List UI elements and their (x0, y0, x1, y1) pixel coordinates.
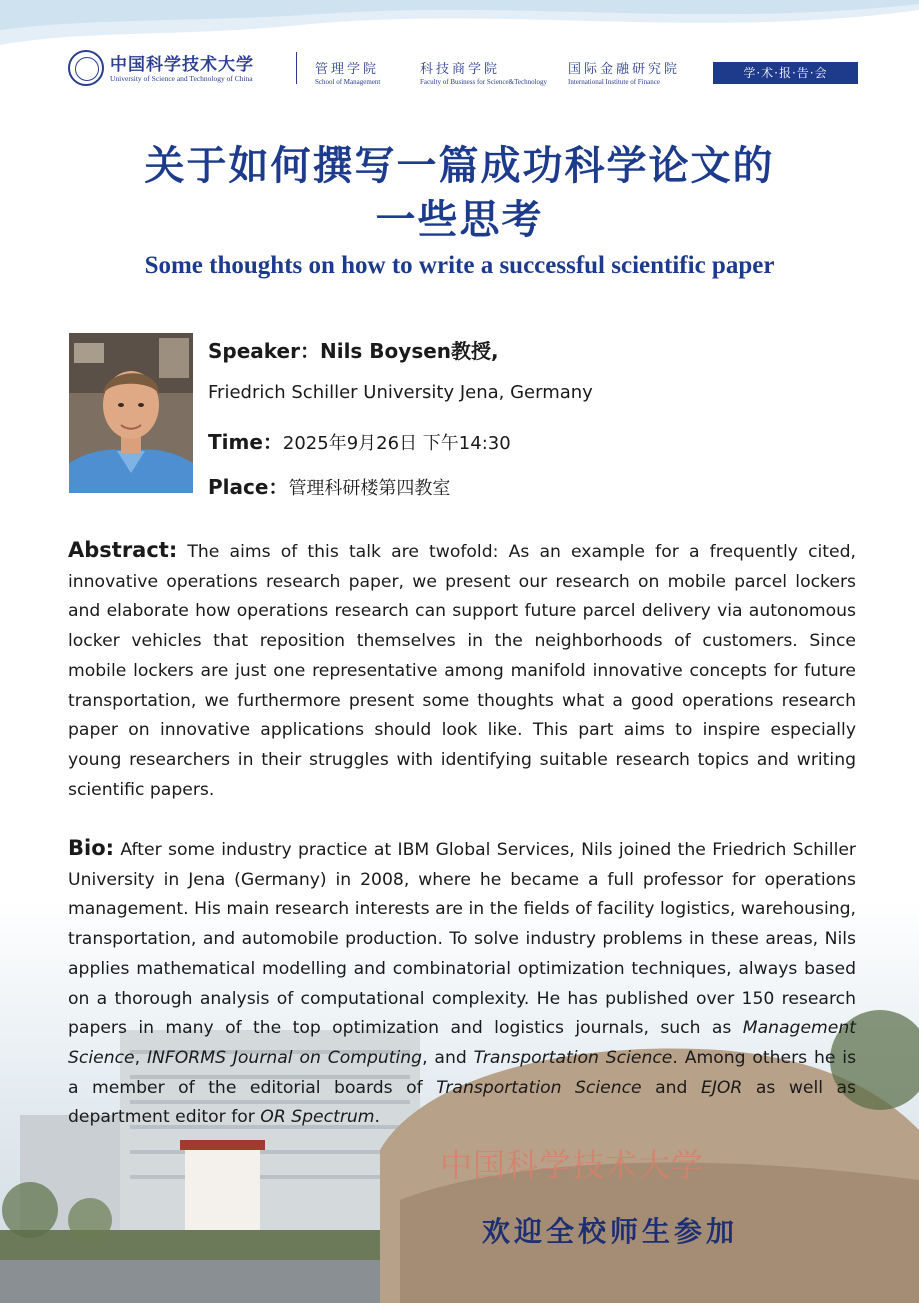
abstract-section (68, 536, 856, 805)
speaker-photo (69, 333, 193, 493)
rock-inscription: 中国科学技术大学 (440, 1146, 705, 1184)
institute-finance: 国际金融研究院 International Institute of Finance (568, 62, 681, 86)
speaker-label: Speaker： (208, 339, 320, 363)
place-label: Place： (208, 475, 289, 499)
journal-name: Transportation Science (473, 1047, 673, 1068)
abstract-heading: Abstract: (68, 538, 178, 562)
time-line (208, 426, 511, 455)
title-cn-line2: 一些思考 (375, 196, 544, 243)
speaker-affiliation: Friedrich Schiller University Jena, Germany (208, 382, 593, 403)
title-en: Some thoughts on how to write a successful scientific paper (144, 252, 775, 279)
bio-text-sep: as well as department editor for (68, 1077, 856, 1128)
university-name-cn: 中国科学技术大学 (110, 55, 254, 75)
invitation-text: 欢迎全校师生参加 (482, 1215, 739, 1248)
bio-heading: Bio: (68, 836, 115, 860)
school-business-tech: 科技商学院 Faculty of Business for Science&Technology (420, 62, 548, 86)
journal-name: Transportation Science (436, 1077, 642, 1098)
header-bar (68, 48, 858, 88)
place-value: 管理科研楼第四教室 (288, 478, 451, 499)
journal-name: OR Spectrum (260, 1107, 375, 1128)
time-label: Time： (208, 430, 283, 454)
bio-text-sep: . (374, 1107, 380, 1128)
bio-text-sep: and (641, 1077, 701, 1098)
journal-name: INFORMS Journal on Computing (146, 1047, 423, 1068)
place-line (208, 471, 450, 500)
bio-text-sep: , and (422, 1047, 474, 1068)
abstract-text: The aims of this talk are twofold: As an example for a frequently cited, innovative operations research paper, we present our research on mobile parcel lockers and elaborate how operations research can support future parcel delivery via autonomous locker vehicles that reposition themselves in the neighborhoods of customers. Since mobile lockers are just one representative among manifold innovative concepts for future transportation, we furthermore present some thoughts what a good operations research paper on innovative applications should look like. This part aims to inspire especially young researchers in their struggles with identifying suitable research topics and writing scientific papers. (68, 542, 856, 800)
title-cn-line1: 关于如何撰写一篇成功科学论文的 (144, 142, 775, 189)
bio-text: After some industry practice at IBM Global Services, Nils joined the Friedrich Schiller University in Jena (Germany) in 2008, where he became a full professor for operations management. His main research interests are in the fields of facility logistics, warehousing, transportation, and automobile production. To solve industry problems in these areas, Nils applies mathematical modelling and combinatorial optimization techniques, always based on a thorough analysis of computational complexity. He has published over 150 research papers in many of the top optimization and logistics journals, such as (68, 840, 856, 1039)
header-divider (296, 52, 297, 84)
time-value: 2025年9月26日 下午14:30 (282, 433, 511, 454)
school-management: 管理学院 School of Management (315, 62, 381, 86)
journal-name: Management Science (68, 1018, 856, 1068)
ustc-logo-icon (68, 50, 104, 86)
journal-name: EJOR (700, 1077, 743, 1098)
bio-text-sep: . Among others he is a member of the editorial boards of (68, 1047, 857, 1098)
speaker-name: Nils Boysen教授, (319, 339, 499, 363)
lecture-badge: 学·术·报·告·会 (713, 62, 858, 84)
speaker-line (208, 335, 499, 364)
bio-section (68, 834, 856, 1133)
bio-text-sep: , (134, 1047, 147, 1068)
university-name-en: University of Science and Technology of China (110, 74, 253, 83)
